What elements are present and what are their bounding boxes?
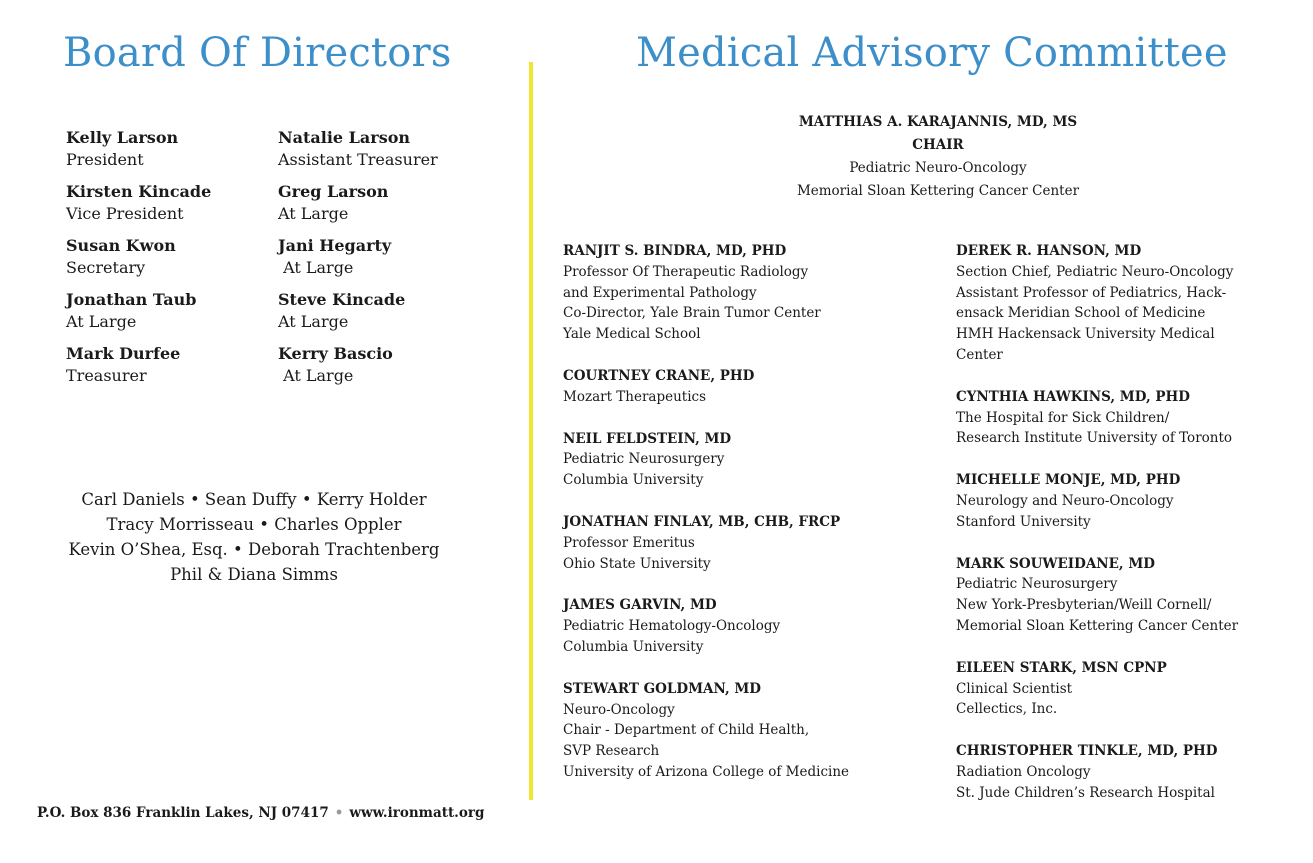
medical-advisory-committee-heading: Medical Advisory Committee — [636, 30, 1228, 76]
column-divider — [529, 62, 533, 800]
footer-website: www.ironmatt.org — [349, 805, 485, 821]
board-member-role: At Large — [278, 204, 349, 223]
committee-member-affiliation: Stanford University — [956, 513, 1091, 530]
committee-member-name: DEREK R. HANSON, MD — [956, 243, 1142, 259]
other-members-line: Tracy Morrisseau • Charles Oppler — [106, 515, 402, 534]
board-member-role: At Large — [278, 312, 349, 331]
committee-member — [563, 679, 933, 783]
board-member-role: At Large — [66, 312, 137, 331]
board-member-name: Jani Hegarty — [278, 236, 392, 255]
committee-member-affiliation: Center — [956, 346, 1003, 363]
board-member — [66, 235, 276, 279]
committee-member-affiliation: Research Institute University of Toronto — [956, 430, 1233, 447]
board-column-2 — [278, 127, 518, 397]
board-member — [278, 181, 518, 225]
committee-member-affiliation: Mozart Therapeutics — [563, 388, 707, 405]
committee-member — [956, 741, 1306, 803]
board-member-name: Susan Kwon — [66, 236, 176, 255]
chair-title: CHAIR — [912, 137, 964, 153]
board-member-role: At Large — [278, 366, 354, 385]
committee-member — [563, 595, 933, 657]
footer-separator: • — [334, 805, 344, 821]
board-column-1 — [66, 127, 276, 397]
board-member — [66, 181, 276, 225]
committee-member — [956, 470, 1306, 532]
committee-member — [956, 387, 1306, 449]
committee-member-affiliation: Ohio State University — [563, 555, 711, 572]
board-member — [278, 235, 518, 279]
board-member-role: President — [66, 150, 144, 169]
committee-member-affiliation: Professor Of Therapeutic Radiology — [563, 263, 809, 280]
board-of-directors-heading: Board Of Directors — [63, 30, 452, 76]
committee-member-affiliation: Professor Emeritus — [563, 534, 695, 551]
committee-member — [563, 512, 933, 574]
committee-member-affiliation: SVP Research — [563, 743, 660, 760]
committee-member-affiliation: Columbia University — [563, 638, 704, 655]
committee-member-affiliation: Neuro-Oncology — [563, 701, 675, 718]
committee-member-name: MICHELLE MONJE, MD, PHD — [956, 472, 1181, 489]
committee-member-name: CHRISTOPHER TINKLE, MD, PHD — [956, 743, 1218, 760]
committee-member — [956, 658, 1306, 720]
committee-member — [956, 241, 1306, 366]
committee-member-name: COURTNEY CRANE, PHD — [563, 367, 755, 384]
committee-member-affiliation: St. Jude Children’s Research Hospital — [956, 784, 1215, 801]
committee-member-name: MARK SOUWEIDANE, MD — [956, 555, 1155, 572]
committee-member-affiliation: Cellectics, Inc. — [956, 701, 1058, 718]
board-member-name: Kirsten Kincade — [66, 182, 212, 201]
board-member-name: Mark Durfee — [66, 344, 181, 363]
board-member — [66, 289, 276, 333]
committee-member-affiliation: Section Chief, Pediatric Neuro-Oncology — [956, 263, 1234, 280]
committee-member-affiliation: Pediatric Hematology-Oncology — [563, 618, 781, 635]
other-members-line: Kevin O’Shea, Esq. • Deborah Trachtenberg — [68, 540, 440, 559]
committee-member-affiliation: Pediatric Neurosurgery — [563, 451, 725, 468]
committee-member-affiliation: Chair - Department of Child Health, — [563, 722, 810, 739]
committee-member-name: RANJIT S. BINDRA, MD, PHD — [563, 243, 787, 259]
board-member — [278, 289, 518, 333]
board-member-role: Secretary — [66, 258, 146, 277]
committee-member-affiliation: Neurology and Neuro-Oncology — [956, 492, 1174, 509]
committee-member-affiliation: ensack Meridian School of Medicine — [956, 305, 1206, 322]
board-member — [278, 343, 518, 387]
committee-member-name: CYNTHIA HAWKINS, MD, PHD — [956, 388, 1190, 405]
committee-member-affiliation: Radiation Oncology — [956, 763, 1091, 780]
committee-member-name: STEWART GOLDMAN, MD — [563, 680, 762, 697]
committee-member — [563, 241, 933, 345]
committee-member — [563, 366, 933, 408]
committee-member-name: NEIL FELDSTEIN, MD — [563, 430, 732, 447]
chair-specialty: Pediatric Neuro-Oncology — [849, 160, 1027, 176]
footer-contact — [37, 805, 484, 821]
committee-member — [956, 554, 1306, 637]
board-member — [66, 343, 276, 387]
committee-member-affiliation: and Experimental Pathology — [563, 284, 757, 301]
committee-member-affiliation: Clinical Scientist — [956, 680, 1073, 697]
board-member — [278, 127, 518, 171]
committee-member-name: JAMES GARVIN, MD — [563, 597, 717, 614]
board-member-role: Treasurer — [66, 366, 147, 385]
other-board-members — [40, 487, 468, 587]
committee-member-affiliation: The Hospital for Sick Children/ — [956, 409, 1170, 426]
chair-name: MATTHIAS A. KARAJANNIS, MD, MS — [798, 114, 1078, 130]
footer-address: P.O. Box 836 Franklin Lakes, NJ 07417 — [37, 805, 329, 821]
committee-member-affiliation: Yale Medical School — [563, 326, 701, 343]
committee-member-affiliation: Memorial Sloan Kettering Cancer Center — [956, 617, 1239, 634]
other-members-line: Phil & Diana Simms — [170, 565, 338, 584]
board-member-name: Kelly Larson — [66, 128, 179, 147]
committee-chair — [740, 111, 1136, 203]
committee-member-affiliation: New York-Presbyterian/Weill Cornell/ — [956, 597, 1212, 614]
board-member-role: Vice President — [66, 204, 184, 223]
committee-member-affiliation: Pediatric Neurosurgery — [956, 576, 1118, 593]
committee-member-affiliation: Assistant Professor of Pediatrics, Hack- — [956, 284, 1227, 301]
board-member — [66, 127, 276, 171]
board-member-name: Greg Larson — [278, 182, 389, 201]
board-member-role: Assistant Treasurer — [278, 150, 438, 169]
committee-member-affiliation: Co-Director, Yale Brain Tumor Center — [563, 305, 821, 322]
committee-column-1 — [563, 241, 933, 804]
board-member-name: Jonathan Taub — [66, 290, 197, 309]
committee-member-affiliation: University of Arizona College of Medicine — [563, 763, 850, 780]
board-member-role: At Large — [278, 258, 354, 277]
other-members-line: Carl Daniels • Sean Duffy • Kerry Holder — [81, 490, 427, 509]
committee-member-affiliation: HMH Hackensack University Medical — [956, 326, 1215, 343]
committee-member-name: EILEEN STARK, MSN CPNP — [956, 659, 1167, 676]
board-member-name: Steve Kincade — [278, 290, 406, 309]
chair-institution: Memorial Sloan Kettering Cancer Center — [796, 183, 1080, 199]
committee-member-name: JONATHAN FINLAY, MB, CHB, FRCP — [563, 513, 841, 530]
board-member-name: Kerry Bascio — [278, 344, 393, 363]
committee-member-affiliation: Columbia University — [563, 472, 704, 489]
board-member-name: Natalie Larson — [278, 128, 411, 147]
committee-column-2 — [956, 241, 1306, 825]
committee-member — [563, 429, 933, 491]
